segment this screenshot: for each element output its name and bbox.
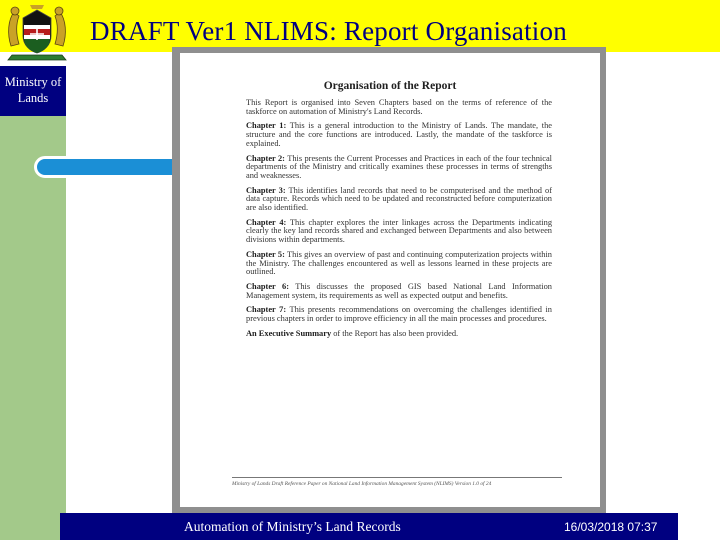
summary-label: An Executive Summary [246,328,332,338]
chapter-item [246,219,552,245]
slide-title: DRAFT Ver1 NLIMS: Report Organisation [90,16,567,46]
chapter-text: This identifies land records that need to be computerised and the method of data capture. Records which need to be updated and reconstructed before computerization are also identified. [246,185,552,213]
summary-text: of the Report has also been provided. [333,328,459,338]
chapter-item [246,187,552,213]
chapter-item [246,122,552,148]
footer-text: Automation of Ministry’s Land Records [184,519,401,534]
chapter-label: Chapter 7: [246,305,287,315]
chapter-text: This presents the Current Processes and Practices in each of the four technical departments of the Ministry and critically examines these processes in terms of strengths and weaknesses. [246,153,552,180]
chapter-label: Chapter 1: [246,121,287,131]
document-page [180,53,600,507]
chapter-text: This discusses the proposed GIS based National Land Information Management system, its requirements as well as expected output and benefits. [246,281,552,300]
chapter-text: This gives an overview of past and continuing computerization projects within the Ministry. The challenges encountered as well as lessons learned in these projects are outlined. [246,249,552,277]
document-footer: Ministry of Lands Draft Reference Paper on National Land Information Management System (NLIMS) Version 1.0 of 24 [232,481,492,487]
ministry-label: Ministry of Lands [0,66,66,116]
chapter-list [246,122,552,323]
chapter-item [246,283,552,300]
chapter-label: Chapter 6: [246,281,289,291]
document-heading: Organisation of the Report [323,80,457,92]
footer-date: 16/03/2018 07:37 [564,520,658,534]
page-number: 20 [686,517,703,534]
document-intro: This Report is organised into Seven Chapters based on the terms of reference of the taskforce on automation of Ministry's Land Records. [246,98,552,116]
coat-of-arms-logo [4,2,70,66]
chapter-label: Chapter 2: [246,153,285,163]
chapter-item [246,155,552,181]
chapter-text: This is a general introduction to the Ministry of Lands. The mandate, the structure and the core functions are introduced. Lastly, the mandate of the taskforce is explained. [246,121,552,148]
executive-summary [246,330,552,339]
chapter-label: Chapter 5: [246,249,285,259]
chapter-item [246,251,552,277]
chapter-label: Chapter 4: [246,217,287,227]
side-band [0,66,66,540]
document-footer-rule [232,477,562,478]
chapter-label: Chapter 3: [246,185,286,195]
chapter-text: This chapter explores the inter linkages across the Departments indicating clearly the key land records shared and exchanged between Departments and also between divisions within departments. [246,217,553,245]
document-body [246,99,552,344]
chapter-item [246,306,552,323]
chapter-text: This presents recommendations on overcoming the challenges identified in previous chapters in order to improve efficiency in all the main processes and procedures. [246,305,552,324]
